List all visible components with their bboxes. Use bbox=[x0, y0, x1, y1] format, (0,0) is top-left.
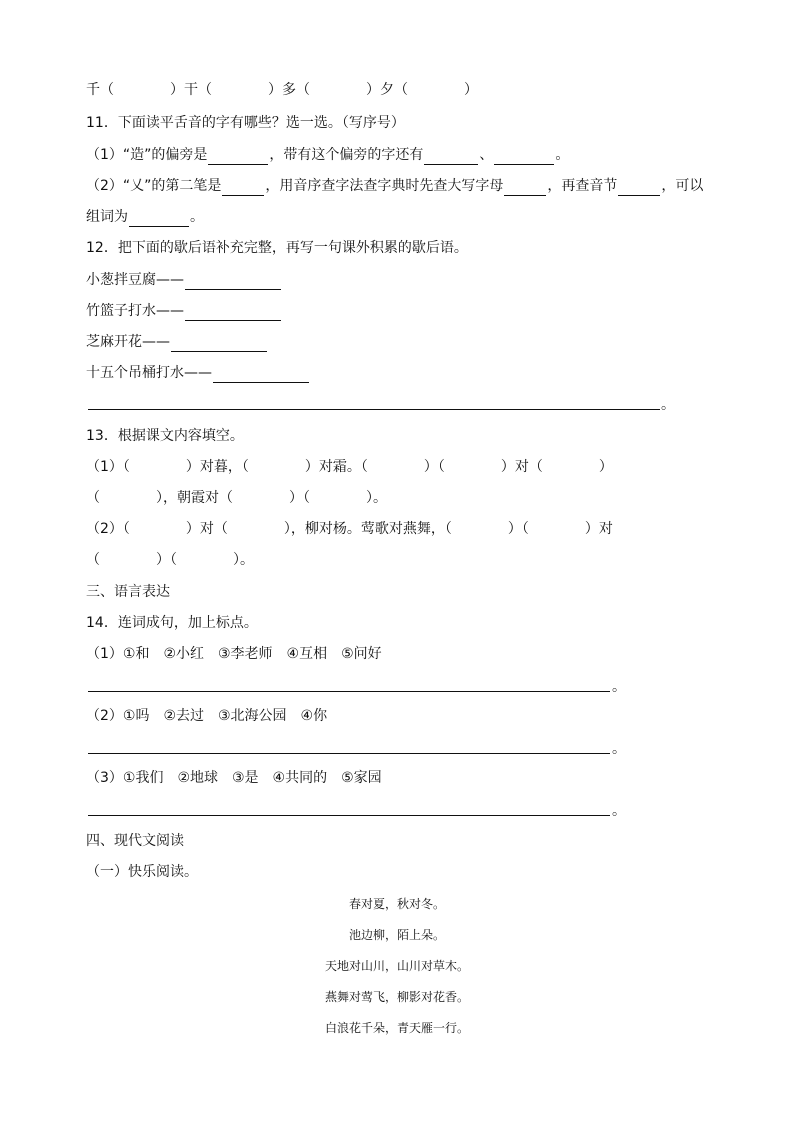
answer-blank[interactable] bbox=[618, 180, 660, 196]
question-13-line-3: （2）（ ）对（ ），柳对杨。莺歌对燕舞，（ ）（ ）对 bbox=[86, 521, 613, 537]
idiom-text: 十五个吊桶打水—— bbox=[86, 365, 212, 381]
answer-blank[interactable] bbox=[504, 180, 546, 196]
answer-blank[interactable] bbox=[213, 367, 309, 383]
poem-line-5: 白浪花千朵，青天雁一行。 bbox=[324, 1021, 469, 1035]
q11-2-text-d: ，可以 bbox=[661, 178, 704, 194]
q11-1-text-d: 。 bbox=[555, 147, 570, 163]
idiom-text: 小葱拌豆腐—— bbox=[86, 272, 184, 288]
idiom-row-3 bbox=[86, 332, 268, 352]
question-12-title: 12．把下面的歇后语补充完整，再写一句课外积累的歇后语。 bbox=[86, 240, 468, 256]
answer-blank[interactable] bbox=[185, 305, 281, 321]
answer-line-period: 。 bbox=[661, 397, 675, 413]
section-4-heading: 四、现代文阅读 bbox=[86, 833, 184, 849]
q11-1-text-b: ，带有这个偏旁的字还有 bbox=[269, 147, 424, 163]
q11-2-text-a: （2）“乂”的第二笔是 bbox=[86, 178, 222, 194]
answer-line[interactable] bbox=[88, 753, 610, 754]
question-14-title: 14．连词成句，加上标点。 bbox=[86, 615, 258, 631]
q11-1-text-a: （1）“造”的偏旁是 bbox=[86, 147, 208, 163]
poem-line-2: 池边柳，陌上朵。 bbox=[348, 928, 445, 942]
idiom-text: 竹篮子打水—— bbox=[86, 303, 184, 319]
answer-blank[interactable] bbox=[129, 211, 189, 227]
q11-1-text-c: 、 bbox=[479, 147, 494, 163]
poem-line-3: 天地对山川，山川对草木。 bbox=[324, 959, 469, 973]
character-fill-row: 千（ ）干（ ）多（ ）夕（ ） bbox=[86, 82, 478, 98]
q11-2-text-c: ，再查音节 bbox=[547, 178, 618, 194]
poem-line-4: 燕舞对莺飞，柳影对花香。 bbox=[324, 990, 469, 1004]
question-11-part-2 bbox=[86, 176, 703, 196]
reading-subheading: （一）快乐阅读。 bbox=[86, 864, 198, 880]
answer-line[interactable] bbox=[88, 409, 660, 410]
question-14-part-2: （2）①吗 ②去过 ③北海公园 ④你 bbox=[86, 708, 328, 724]
q11-3-text-a: 组词为 bbox=[86, 209, 128, 225]
answer-line[interactable] bbox=[88, 815, 610, 816]
answer-line-period: 。 bbox=[612, 679, 626, 695]
answer-blank[interactable] bbox=[208, 149, 268, 165]
answer-blank[interactable] bbox=[171, 336, 267, 352]
answer-blank[interactable] bbox=[424, 149, 478, 165]
question-14-part-1: （1）①和 ②小红 ③李老师 ④互相 ⑤问好 bbox=[86, 646, 382, 662]
section-3-heading: 三、语言表达 bbox=[86, 584, 170, 600]
idiom-row-2 bbox=[86, 301, 282, 321]
answer-blank[interactable] bbox=[494, 149, 554, 165]
question-11-title: 11．下面读平舌音的字有哪些？选一选。（写序号） bbox=[86, 115, 405, 131]
q11-2-text-b: ，用音序查字法查字典时先查大写字母 bbox=[265, 178, 504, 194]
poem-line-1: 春对夏，秋对冬。 bbox=[348, 897, 445, 911]
question-13-line-2: （ ），朝霞对（ ）（ ）。 bbox=[86, 490, 387, 506]
answer-line-period: 。 bbox=[612, 741, 626, 757]
idiom-row-1 bbox=[86, 270, 282, 290]
answer-line-period: 。 bbox=[612, 803, 626, 819]
question-13-line-4: （ ）（ ）。 bbox=[86, 552, 254, 568]
question-13-line-1: （1）（ ）对暮，（ ）对霜。（ ）（ ）对（ ） bbox=[86, 459, 613, 475]
question-11-part-1 bbox=[86, 145, 569, 165]
answer-blank[interactable] bbox=[222, 180, 264, 196]
answer-line[interactable] bbox=[88, 691, 610, 692]
answer-blank[interactable] bbox=[185, 274, 281, 290]
q11-3-text-b: 。 bbox=[190, 209, 204, 225]
question-13-title: 13．根据课文内容填空。 bbox=[86, 428, 244, 444]
question-14-part-3: （3）①我们 ②地球 ③是 ④共同的 ⑤家园 bbox=[86, 770, 382, 786]
idiom-text: 芝麻开花—— bbox=[86, 334, 170, 350]
question-11-part-2-cont bbox=[86, 207, 204, 227]
idiom-row-4 bbox=[86, 363, 310, 383]
